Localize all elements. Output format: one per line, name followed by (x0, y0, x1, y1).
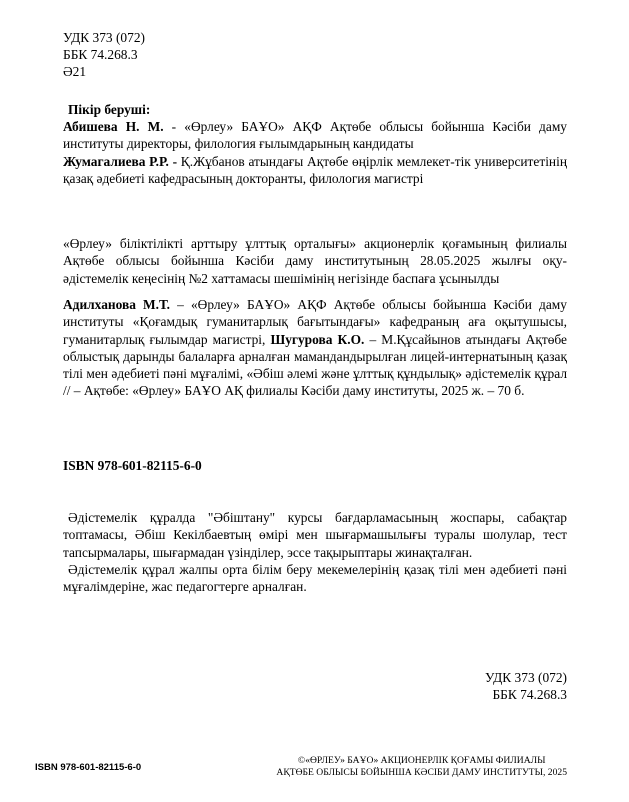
reviewer-2 (63, 153, 567, 188)
bbk-code-bottom: ББК 74.268.3 (492, 687, 567, 702)
reviewer-2-name: Жумагалиева Р.Р. - (63, 154, 178, 169)
isbn: ISBN 978-601-82115-6-0 (63, 458, 202, 473)
publication-approval (63, 235, 567, 287)
author-1-description: – «Өрлеу» БАҰО» АҚФ Ақтөбе облысы бойынша Кәсіби даму институты «Қоғамдық гуманитарлық бағытындағы» кафедраның аға оқытушысы, гуманитарлық ғылымдар магистрі, (63, 297, 567, 347)
author-2-name: Шугурова К.О. (270, 331, 365, 347)
copyright-notice (276, 755, 567, 779)
footer-isbn: ISBN 978-601-82115-6-0 (35, 762, 142, 773)
author-mark: Ә21 (63, 64, 87, 79)
author-1-name: Адилханова М.Т. (63, 297, 170, 312)
classification-codes-top (63, 29, 145, 80)
udk-code: УДК 373 (072) (63, 30, 145, 45)
annotation-paragraph-1: Әдістемелік құралда "Әбіштану" курсы бағдарламасының жоспары, сабақтар топтамасы, Әбіш Кекілбаевтың өмірі мен шығармашылығы туралы шолулар, тест тапсырмалары, шығармадан үзінділер, эссе тақырыптары жинақталған. (63, 510, 567, 560)
reviewer-1 (63, 118, 567, 153)
reviewer-2-description: Қ.Жұбанов атындағы Ақтөбе өңірлік мемлекет-тік университетінің қазақ әдебиеті кафедрасының докторанты, филология магистрі (63, 154, 567, 187)
copyright-line-2: АҚТӨБЕ ОБЛЫСЫ БОЙЫНША КӘСІБИ ДАМУ ИНСТИТУТЫ, 2025 (276, 767, 567, 778)
bbk-code: ББК 74.268.3 (63, 47, 138, 62)
classification-codes-bottom (485, 669, 567, 703)
reviewer-1-description: - «Өрлеу» БАҰО» АҚФ Ақтөбе облысы бойынша Кәсіби даму институты директоры, филология ғылымдарының кандидаты (63, 119, 567, 152)
approval-text: «Өрлеу» біліктілікті арттыру ұлттық орталығы» акционерлік қоғамының филиалы Ақтөбе облысы бойынша Кәсіби даму институтының 28.05.2025 жылғы оқу-әдістемелік кеңесінің №2 хаттамасы шешімінің негізінде баспаға ұсынылды (63, 236, 567, 286)
bibliographic-description (63, 296, 567, 400)
reviewer-1-name: Абишева Н. М. (63, 119, 164, 134)
annotation (63, 509, 567, 595)
udk-code-bottom: УДК 373 (072) (485, 670, 567, 685)
copyright-line-1: ©«ӨРЛЕУ» БАҰО» АКЦИОНЕРЛІК ҚОҒАМЫ ФИЛИАЛЫ (297, 755, 546, 766)
reviewers-heading: Пікір беруші: (68, 102, 151, 117)
author-2-description: – М.Құсайынов атындағы Ақтөбе облыстық дарынды балаларға арналған мамандандырылған лицей-интернатының қазақ тілі мен әдебиеті пәні мұғалімі, «Әбіш әлемі және ұлттық құндылық» әдістемелік құрал // – Ақтөбе: «Өрлеу» БАҰО АҚ филиалы Кәсіби даму институты, 2025 ж. – 70 б. (63, 331, 567, 399)
annotation-paragraph-2: Әдістемелік құрал жалпы орта білім беру мекемелерінің қазақ тілі мен әдебиеті пәні мұғалімдеріне, жас педагогтерге арналған. (63, 561, 567, 595)
